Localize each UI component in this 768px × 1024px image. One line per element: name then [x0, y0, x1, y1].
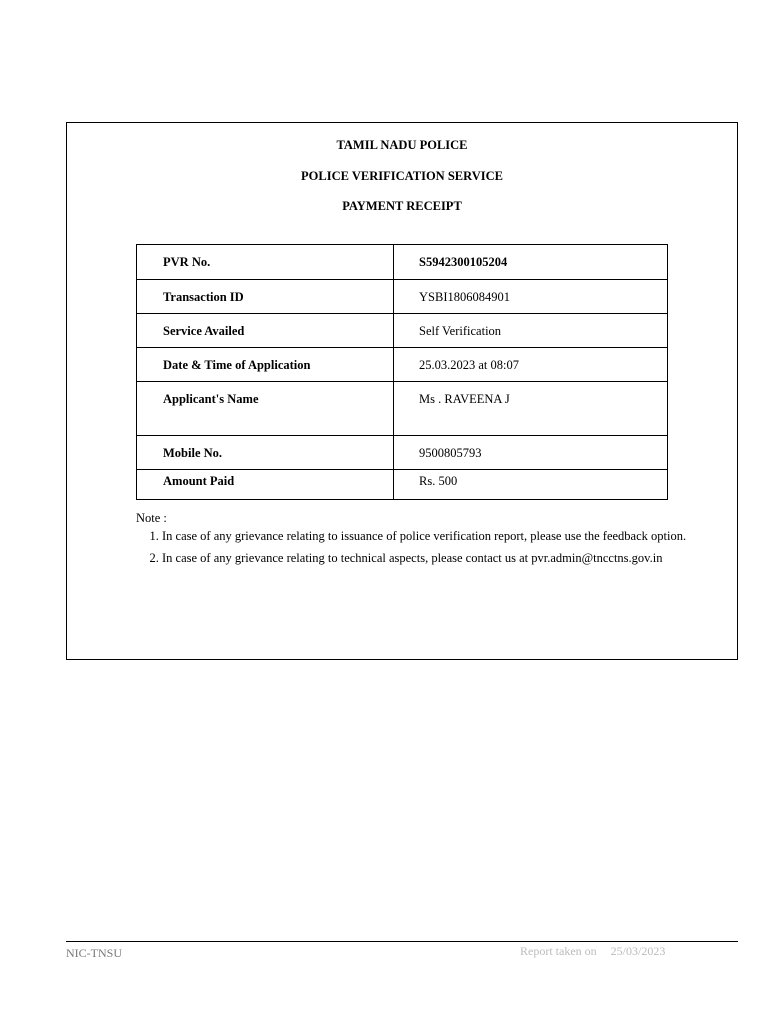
amount-label: Amount Paid: [163, 474, 235, 488]
table-row: [137, 280, 668, 314]
table-row: [137, 470, 668, 500]
table-row: [137, 436, 668, 470]
report-label: Report taken on: [520, 944, 597, 958]
notes-section: [136, 511, 696, 573]
receipt-table: [136, 244, 668, 500]
application-datetime-value: 25.03.2023 at 08:07: [419, 358, 519, 372]
service-title: POLICE VERIFICATION SERVICE: [301, 169, 503, 183]
transaction-id-label: Transaction ID: [163, 290, 244, 304]
notes-list: [136, 529, 696, 566]
applicant-name-label: Applicant's Name: [163, 392, 259, 406]
note-item: 2. In case of any grievance relating to technical aspects, please contact us at pvr.admin@tncctns.gov.in: [162, 551, 696, 566]
footer-org: NIC-TNSU: [66, 946, 122, 960]
mobile-label: Mobile No.: [163, 446, 223, 460]
footer-divider: [66, 941, 738, 942]
document-title: PAYMENT RECEIPT: [342, 199, 462, 213]
table-row: [137, 382, 668, 436]
receipt-frame: [66, 122, 738, 660]
pvr-label: PVR No.: [163, 255, 211, 269]
table-row: [137, 245, 668, 280]
transaction-id-value: YSBI1806084901: [419, 290, 510, 304]
org-title: TAMIL NADU POLICE: [336, 138, 468, 152]
amount-value: Rs. 500: [419, 474, 458, 488]
notes-title: Note :: [136, 511, 167, 525]
report-timestamp: [520, 944, 665, 959]
service-availed-label: Service Availed: [163, 324, 245, 338]
mobile-value: 9500805793: [419, 446, 482, 460]
service-availed-value: Self Verification: [419, 324, 502, 338]
note-item: 1. In case of any grievance relating to issuance of police verification report, please use the feedback option.: [162, 529, 696, 544]
table-row: [137, 314, 668, 348]
pvr-value: S5942300105204: [419, 255, 508, 269]
table-row: [137, 348, 668, 382]
application-datetime-label: Date & Time of Application: [163, 358, 311, 372]
applicant-name-value: Ms . RAVEENA J: [419, 392, 510, 406]
report-date: 25/03/2023: [610, 944, 666, 958]
